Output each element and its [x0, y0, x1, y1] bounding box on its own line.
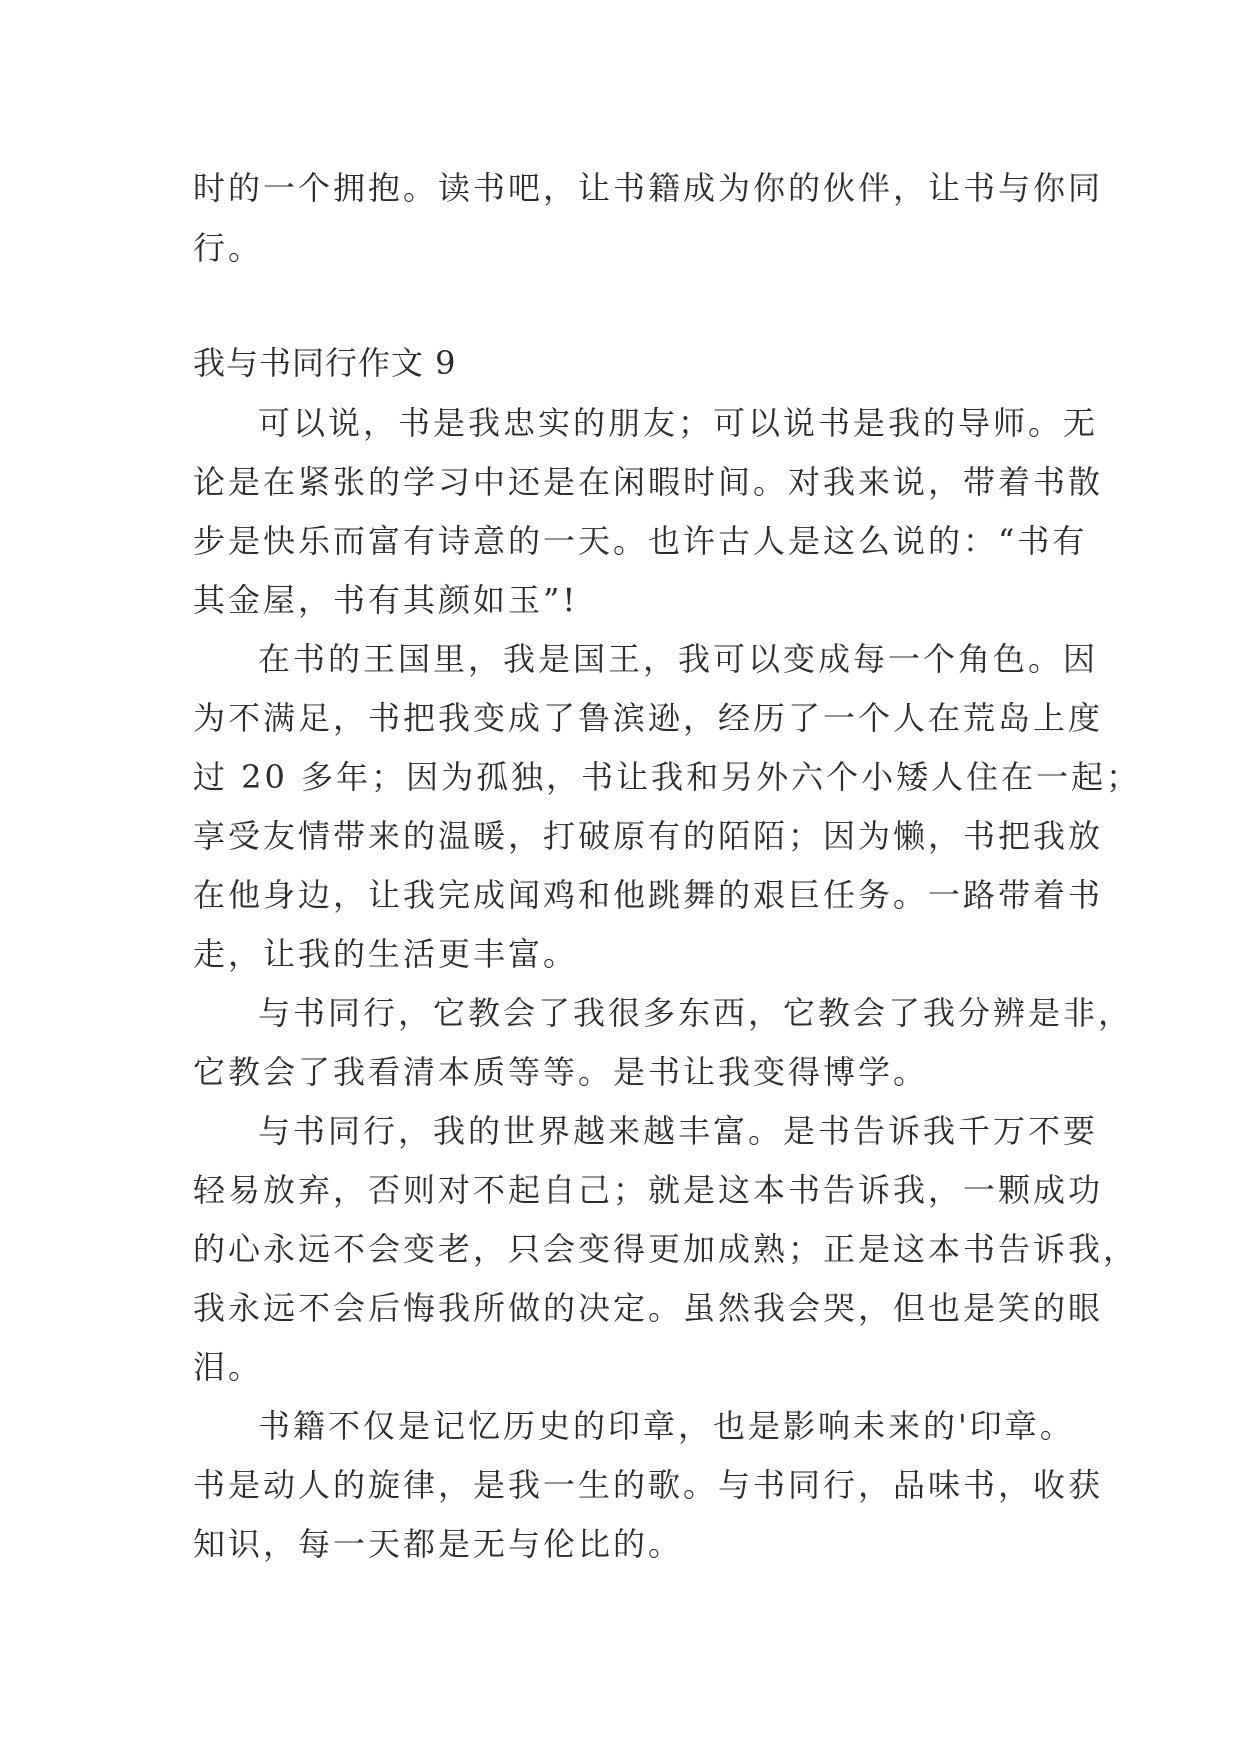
text-line: 时的一个拥抱。读书吧，让书籍成为你的伙伴，让书与你同 — [193, 169, 1104, 207]
text-line: 书籍不仅是记忆历史的印章，也是影响未来的'印章。 — [258, 1407, 1075, 1445]
text-line: 论是在紧张的学习中还是在闲暇时间。对我来说，带着书散 — [193, 463, 1104, 501]
text-line: 走，让我的生活更丰富。 — [193, 935, 579, 973]
text-line: 过 20 多年；因为孤独，书让我和另外六个小矮人住在一起； — [193, 758, 1142, 796]
text-line: 可以说，书是我忠实的朋友；可以说书是我的导师。无 — [258, 404, 1099, 442]
text-line: 书是动人的旋律，是我一生的歌。与书同行，品味书，收获 — [193, 1466, 1104, 1504]
text-line: 的心永远不会变老，只会变得更加成熟；正是这本书告诉我， — [193, 1230, 1139, 1268]
text-line: 享受友情带来的温暖，打破原有的陌陌；因为懒，书把我放 — [193, 817, 1104, 855]
text-line: 在书的王国里，我是国王，我可以变成每一个角色。因 — [258, 640, 1099, 678]
text-line: 为不满足，书把我变成了鲁滨逊，经历了一个人在荒岛上度 — [193, 699, 1104, 737]
text-line: 知识，每一天都是无与伦比的。 — [193, 1525, 684, 1563]
text-line: 与书同行，它教会了我很多东西，它教会了我分辨是非， — [258, 994, 1134, 1032]
text-line: 在他身边，让我完成闻鸡和他跳舞的艰巨任务。一路带着书 — [193, 876, 1104, 914]
text-line: 轻易放弃，否则对不起自己；就是这本书告诉我，一颗成功 — [193, 1171, 1104, 1209]
text-line: 与书同行，我的世界越来越丰富。是书告诉我千万不要 — [258, 1112, 1099, 1150]
section-title: 我与书同行作文 9 — [193, 344, 457, 382]
text-line: 泪。 — [193, 1348, 264, 1386]
text-line: 我永远不会后悔我所做的决定。虽然我会哭，但也是笑的眼 — [193, 1289, 1104, 1327]
text-line: 步是快乐而富有诗意的一天。也许古人是这么说的：“书有 — [193, 522, 1088, 560]
text-line: 其金屋，书有其颜如玉”! — [193, 581, 579, 619]
text-line: 行。 — [193, 229, 264, 267]
text-line: 它教会了我看清本质等等。是书让我变得博学。 — [193, 1053, 929, 1091]
